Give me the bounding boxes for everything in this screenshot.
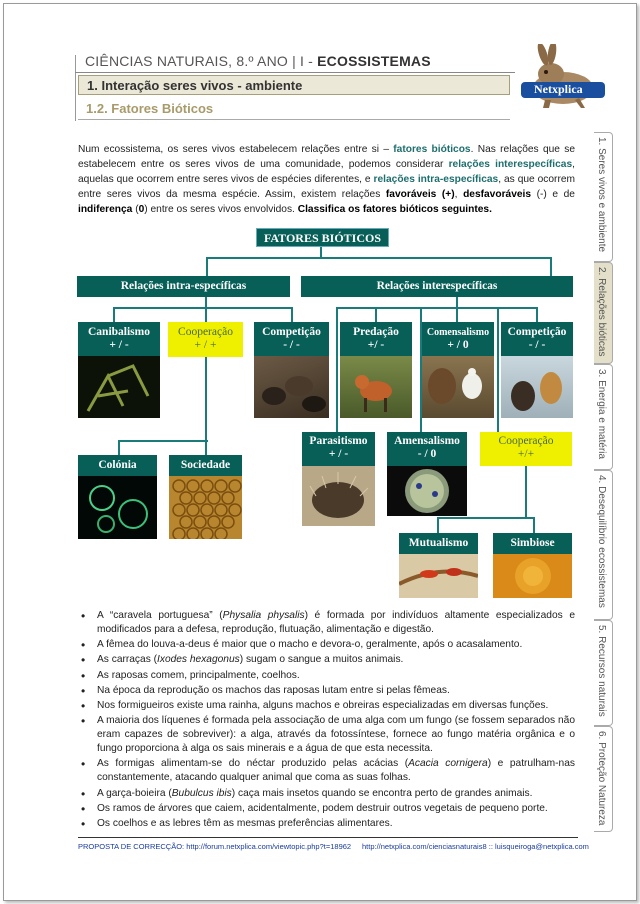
page-header-title: CIÊNCIAS NATURAIS, 8.º ANO | I - ECOSSISTEMAS: [85, 53, 431, 69]
tab-protecao-natureza[interactable]: 6. Proteção Natureza: [594, 726, 613, 832]
tab-desequilibrio[interactable]: 4. Desequilíbrio ecossistemas: [594, 470, 613, 620]
connector: [375, 307, 377, 323]
connector: [205, 297, 207, 323]
connector: [206, 257, 552, 259]
connector: [118, 440, 208, 442]
tab-seres-vivos[interactable]: 1. Seres vivos e ambiente: [594, 132, 613, 262]
connector: [206, 257, 208, 277]
praying-mantis-photo: [78, 356, 160, 418]
connector: [437, 517, 535, 519]
petri-dish-photo: [387, 466, 467, 516]
intro-paragraph: Num ecossistema, os seres vivos estabelecem relações entre si – fatores bióticos. Nas relações que se estabelecem entre os seres vivos de uma comunidade, podemos considerar relações interespecíficas, aquelas que ocorrem entre seres vivos de espécies diferentes, e relações intra-específicas, as que ocorrem entre seres vivos da mesma espécie. Assim, existem relações favoráveis (+), desfavoráveis (-) e de indiferença (0) entre os seres vivos envolvidos. Classifica os fatores bióticos seguintes.: [78, 144, 575, 215]
connector: [291, 307, 293, 323]
vultures-photo: [254, 356, 329, 418]
connector: [550, 257, 552, 277]
connector: [205, 357, 207, 440]
statements-list: [78, 609, 575, 832]
list-item: • A maioria dos líquenes é formada pela associação de uma alga com um fungo (se fossem separados não eram capazes de sobreviver): a alga, através da fotossíntese, fornece ao fungo matéria orgânica e o fungo proporciona à alga os sais minerais e a água de que esta necessita.: [78, 714, 575, 756]
honeycomb-photo: [169, 476, 242, 539]
list-item: • Os ramos de árvores que caiem, acidentalmente, podem destruir outros vegetais de pequeno porte.: [78, 802, 575, 816]
comensalismo-box: Comensalismo + / 0: [422, 322, 494, 357]
footer-divider: [78, 837, 578, 838]
competicao-inter-box: Competição - / -: [501, 322, 573, 357]
connector: [456, 297, 458, 323]
connector: [118, 440, 120, 455]
connector: [533, 517, 535, 534]
list-item: • Na época da reprodução os machos das raposas lutam entre si pelas fêmeas.: [78, 684, 575, 698]
fox-photo: [340, 356, 412, 418]
connector: [525, 465, 527, 517]
connector: [437, 517, 439, 534]
lichen-photo: [493, 554, 572, 598]
cattle-egret-photo: [422, 356, 494, 418]
list-item: • A garça-boieira (Bubulcus ibis) caça mais insetos quando se encontra perto de grandes animais.: [78, 787, 575, 801]
footer-correction-link[interactable]: PROPOSTA DE CORRECÇÃO: http://forum.netxplica.com/viewtopic.php?t=18962: [78, 842, 352, 851]
amensalismo-box: Amensalismo - / 0: [387, 432, 467, 466]
list-item: • A “caravela portuguesa” (Physalia physalis) é formada por indivíduos altamente especializados e modificados para a defesa, reprodução, flutuação, alimentação e digestão.: [78, 609, 575, 637]
inter-specific-relations-header: Relações interespecíficas: [301, 276, 573, 297]
connector: [336, 307, 338, 432]
intra-specific-relations-header: Relações intra-específicas: [77, 276, 290, 297]
list-item: • A fêmea do louva-a-deus é maior que o macho e devora-o, geralmente, após o acasalamento.: [78, 638, 575, 652]
predacao-box: Predação +/ -: [340, 322, 412, 357]
tab-relacoes-bioticas[interactable]: 2. Relações bióticas: [594, 262, 613, 364]
connector: [113, 307, 293, 309]
footer-site-link[interactable]: http://netxplica.com/cienciasnaturais8 :: luisqueiroga@netxplica.com: [362, 842, 589, 851]
header-divider: [75, 72, 515, 73]
header-divider-vertical: [75, 55, 76, 121]
list-item: • Nos formigueiros existe uma rainha, alguns machos e obreiras especializadas em diversas funções.: [78, 699, 575, 713]
competicao-intra-box: Competição - / -: [254, 322, 329, 357]
volvox-colony-photo: [78, 476, 157, 539]
simbiose-box: Simbiose: [493, 533, 572, 554]
hare-logo-icon: [515, 44, 610, 110]
hedgehog-photo: [302, 466, 375, 526]
netxplica-logo: [515, 44, 610, 110]
fatores-bioticos-root: FATORES BIÓTICOS: [256, 228, 389, 247]
canibalismo-box: Canibalismo + / -: [78, 322, 160, 357]
tab-energia-materia[interactable]: 3. Energia e matéria: [594, 364, 613, 470]
cooperacao-inter-box: Cooperação +/+: [480, 432, 572, 466]
list-item: • As carraças (Ixodes hexagonus) sugam o sangue a muitos animais.: [78, 653, 575, 667]
tab-recursos-naturais[interactable]: 5. Recursos naturais: [594, 620, 613, 726]
list-item: • Os coelhos e as lebres têm as mesmas preferências alimentares.: [78, 817, 575, 831]
connector: [336, 307, 538, 309]
parasitismo-box: Parasitismo + / -: [302, 432, 375, 466]
competing-animals-photo: [501, 356, 573, 418]
sociedade-box: Sociedade: [169, 455, 242, 476]
mutualismo-box: Mutualismo: [399, 533, 478, 554]
connector: [205, 440, 207, 455]
list-item: • As formigas alimentam-se do néctar produzido pelas acácias (Acacia cornigera) e patrulham-nas constantemente, atacando qualquer animal que coma as suas folhas.: [78, 757, 575, 785]
section-2-heading: 1.2. Fatores Bióticos: [78, 98, 510, 120]
cooperacao-intra-box: Cooperação + / +: [168, 322, 243, 357]
connector: [536, 307, 538, 323]
connector: [497, 307, 499, 432]
section-1-heading: 1. Interação seres vivos - ambiente: [78, 75, 510, 95]
connector: [113, 307, 115, 323]
ants-acacia-photo: [399, 554, 478, 598]
logo-text: Netxplica: [534, 82, 583, 96]
list-item: • As raposas comem, principalmente, coelhos.: [78, 669, 575, 683]
colonia-box: Colónia: [78, 455, 157, 476]
